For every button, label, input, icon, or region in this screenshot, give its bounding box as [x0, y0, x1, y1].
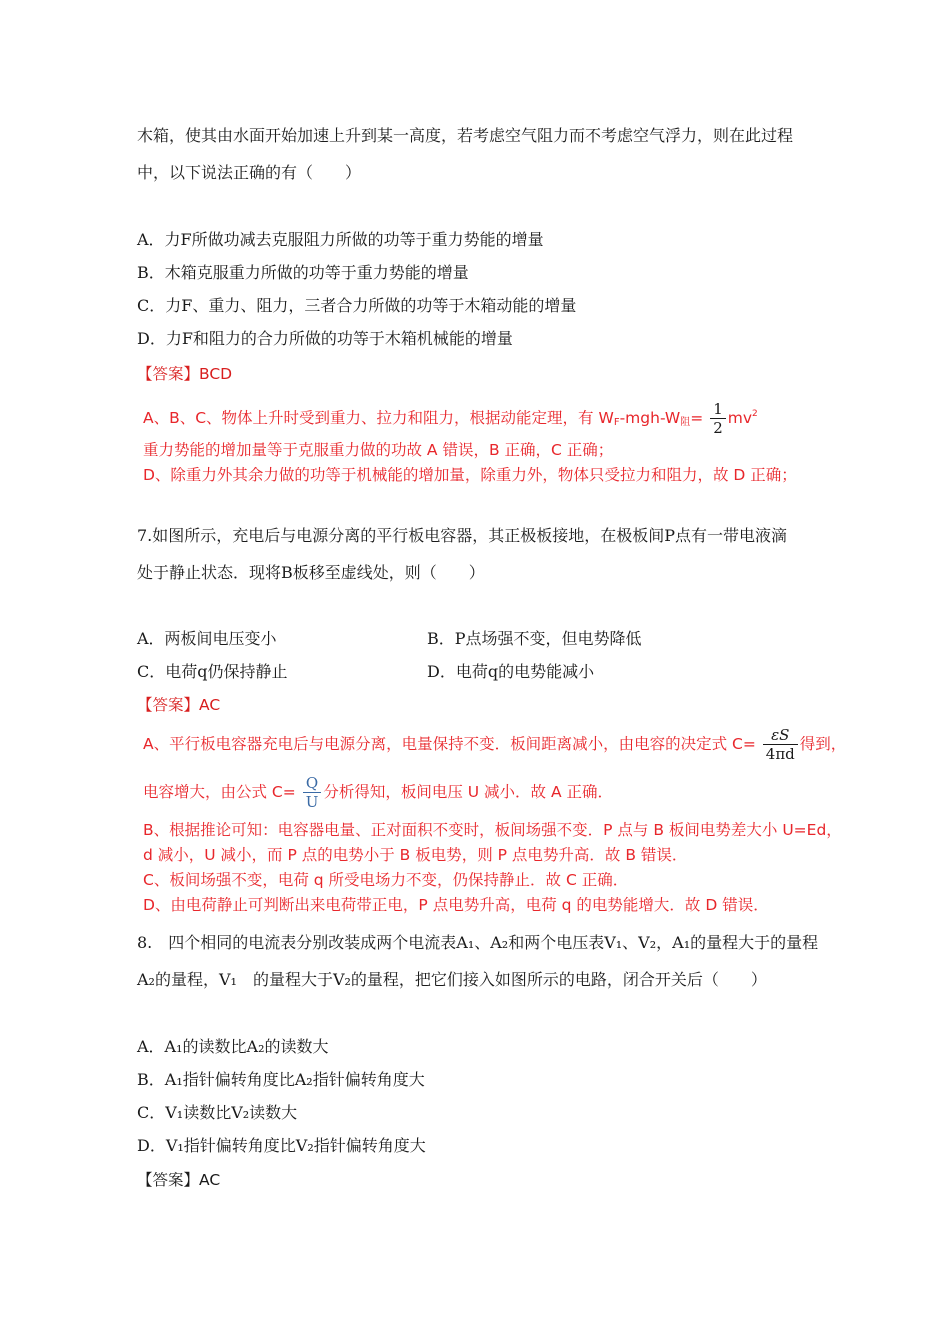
q7-explanation-line-3: B、根据推论可知：电容器电量、正对面积不变时，板间场强不变．P 点与 B 板间电势差大小 U=Ed，: [143, 821, 842, 839]
q7-option-d: D．电荷q的电势能减小: [427, 662, 595, 681]
q7-frac2-num: Q: [305, 774, 319, 792]
q6-exp1-eq: =: [690, 409, 704, 427]
q6-answer: 【答案】BCD: [137, 365, 233, 383]
q7-option-b: B．P点场强不变，但电势降低: [427, 629, 642, 648]
q7-fraction-q-over-u: [303, 774, 322, 811]
q7-answer: 【答案】AC: [137, 696, 221, 714]
q6-option-c: C．力F、重力、阻力，三者合力所做的功等于木箱动能的增量: [137, 296, 577, 315]
q7-fraction-capacitance: [763, 726, 798, 763]
q8-stem-line-2: A₂的量程，V₁ 的量程大于V₂的量程，把它们接入如图所示的电路，闭合开关后（ ）: [137, 970, 767, 989]
q7-stem-line-1: 7.如图所示，充电后与电源分离的平行板电容器，其正极板接地，在极板间P点有一带电液滴: [137, 526, 788, 545]
q6-explanation-line-2: 重力势能的增加量等于克服重力做的功故 A 错误，B 正确，C 正确；: [143, 441, 614, 459]
q7-frac1-num: εS: [771, 726, 790, 744]
q6-exp1-sub-f: F: [613, 417, 620, 428]
q6-frac-num: 1: [713, 400, 723, 418]
q8-answer: 【答案】AC: [137, 1171, 221, 1189]
q7-frac1-den: 4πd: [765, 745, 795, 763]
q7-option-a: A．两板间电压变小: [137, 629, 277, 648]
q7-exp1-pre: A、平行板电容器充电后与电源分离，电量保持不变．板间距离减小，由电容的决定式 C=: [143, 735, 756, 753]
q7-explanation-line-6: D、由电荷静止可判断出来电荷带正电，P 点电势升高，电荷 q 的电势能增大．故 D 错误．: [143, 896, 769, 914]
q7-stem-line-2: 处于静止状态．现将B板移至虚线处，则（ ）: [137, 563, 485, 582]
q7-exp2-post: 分析得知，板间电压 U 减小．故 A 正确．: [323, 783, 614, 801]
q6-fraction-half: [710, 400, 726, 437]
q6-exp1-pre: A、B、C、物体上升时受到重力、拉力和阻力，根据动能定理，有 W: [143, 409, 614, 427]
q7-frac2-den: U: [305, 793, 319, 811]
q6-exp1-sup: 2: [752, 409, 758, 419]
q6-exp1-post: mv: [727, 409, 753, 427]
q7-explanation-line-1: [143, 724, 846, 764]
q6-stem-line-1: 木箱，使其由水面开始加速上升到某一高度，若考虑空气阻力而不考虑空气浮力，则在此过程: [137, 126, 794, 145]
q7-explanation-line-2: [143, 772, 613, 812]
q8-stem-line-1: 8. 四个相同的电流表分别改装成两个电流表A₁、A₂和两个电压表V₁、V₂，A₁的量程大于的量程: [137, 933, 819, 952]
q8-option-d: D．V₁指针偏转角度比V₂指针偏转角度大: [137, 1136, 426, 1155]
q6-option-b: B．木箱克服重力所做的功等于重力势能的增量: [137, 263, 469, 282]
q6-exp1-mid: -mgh-W: [619, 409, 681, 427]
q6-exp1-sub-zu: 阻: [680, 417, 691, 428]
q7-exp2-pre: 电容增大，由公式 C=: [143, 783, 296, 801]
q8-option-b: B．A₁指针偏转角度比A₂指针偏转角度大: [137, 1070, 425, 1089]
q6-explanation-line-1: [143, 400, 758, 437]
q6-option-a: A．力F所做功减去克服阻力所做的功等于重力势能的增量: [137, 230, 544, 249]
q6-option-d: D．力F和阻力的合力所做的功等于木箱机械能的增量: [137, 329, 513, 348]
q6-frac-den: 2: [713, 419, 723, 437]
q8-option-c: C．V₁读数比V₂读数大: [137, 1103, 298, 1122]
q6-explanation-line-3: D、除重力外其余力做的功等于机械能的增加量，除重力外，物体只受拉力和阻力，故 D 正确；: [143, 466, 797, 484]
q7-explanation-line-5: C、板间场强不变，电荷 q 所受电场力不变，仍保持静止．故 C 正确．: [143, 871, 629, 889]
q7-explanation-line-4: d 减小，U 减小，而 P 点的电势小于 B 板电势，则 P 点电势升高．故 B 错误．: [143, 846, 688, 864]
q8-option-a: A．A₁的读数比A₂的读数大: [137, 1037, 329, 1056]
q7-option-c: C．电荷q仍保持静止: [137, 662, 288, 681]
q6-stem-line-2: 中，以下说法正确的有（ ）: [137, 163, 362, 182]
q7-exp1-post: 得到，: [799, 735, 847, 753]
